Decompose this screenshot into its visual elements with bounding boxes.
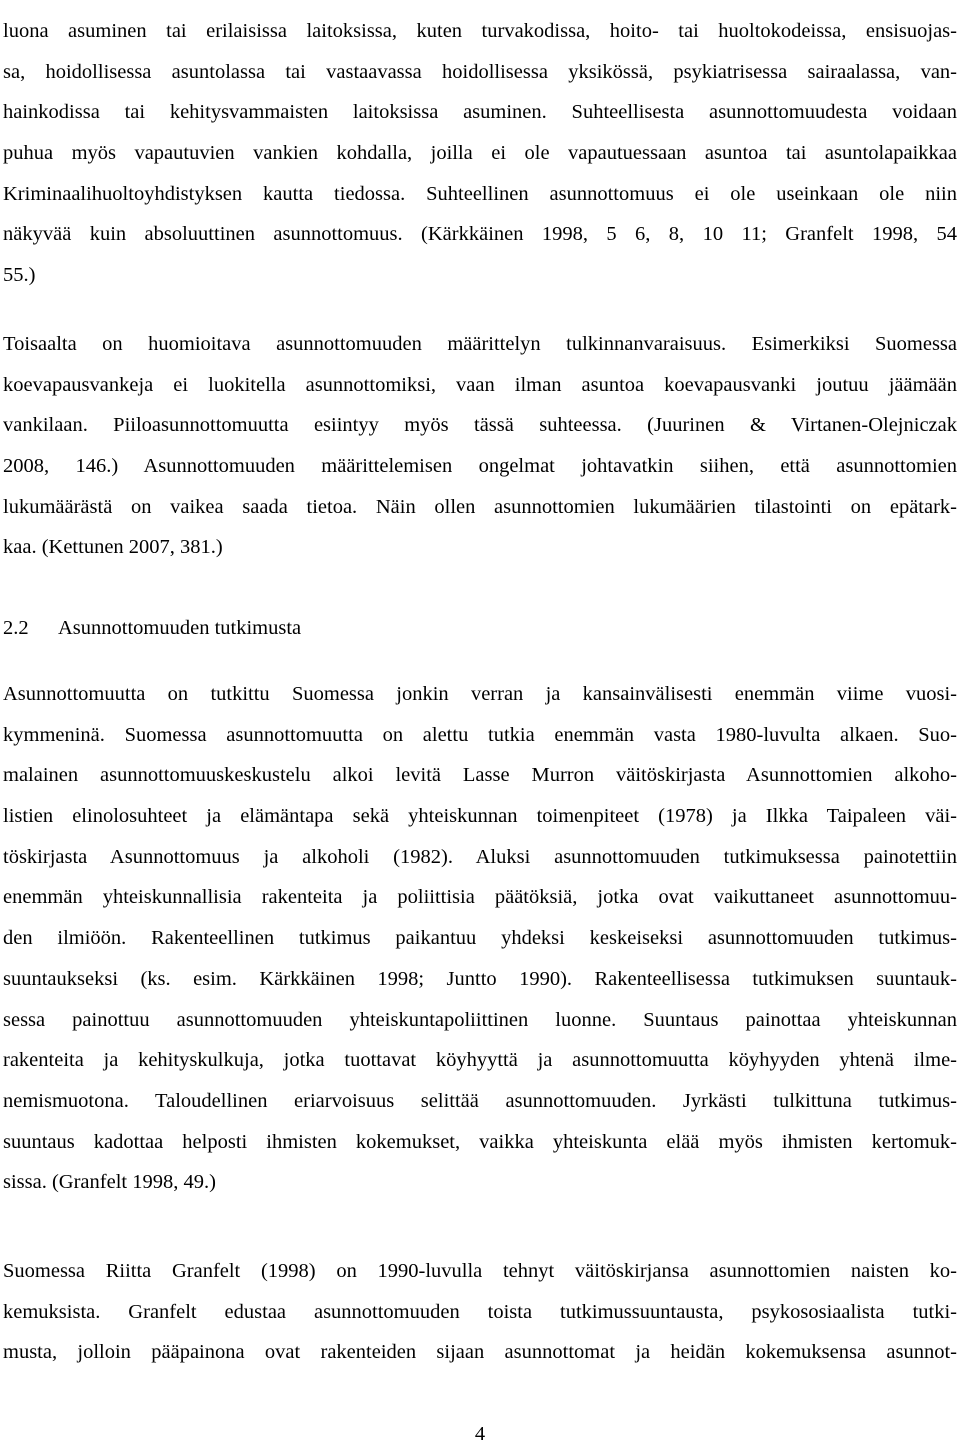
text-line: Kriminaalihuoltoyhdistyksen kautta tiedossa. Suhteellinen asunnottomuus ei ole useinkaan ole niin: [3, 182, 957, 205]
text-line: Asunnottomuutta on tutkittu Suomessa jonkin verran ja kansainvälisesti enemmän viime vuosi-: [3, 683, 957, 705]
text-line: koevapausvankeja ei luokitella asunnottomiksi, vaan ilman asuntoa koevapausvanki joutuu jäämään: [3, 373, 957, 396]
text-line: suuntaus kadottaa helposti ihmisten kokemukset, vaikka yhteiskunta elää myös ihmisten kertomuk-: [3, 1130, 957, 1153]
document-page: [3, 0, 957, 1451]
text-line: lukumäärästä on vaikea saada tietoa. Näin ollen asunnottomien lukumäärien tilastointi on epätark-: [3, 495, 957, 518]
paragraph-3: [3, 674, 957, 1203]
text-line: listien elinolosuhteet ja elämäntapa sekä yhteiskunnan toimenpiteet (1978) ja Ilkka Taipaleen väi-: [3, 805, 957, 828]
text-line: kemuksista. Granfelt edustaa asunnottomuuden toista tutkimussuuntausta, psykososiaalista tutki-: [3, 1300, 957, 1323]
section-heading: [3, 608, 301, 648]
text-line: Toisaalta on huomioitava asunnottomuuden määrittelyn tulkinnanvaraisuus. Esimerkiksi Suomessa: [3, 333, 957, 355]
text-line: enemmän yhteiskunnallisia rakenteita ja poliittisia päätöksiä, jotka ovat vaikuttaneet asunnottomuu-: [3, 886, 957, 909]
text-line: Suomessa Riitta Granfelt (1998) on 1990-luvulla tehnyt väitöskirjansa asunnottomien naisten ko-: [3, 1260, 957, 1282]
text-line: töskirjasta Asunnottomuus ja alkoholi (1982). Aluksi asunnottomuuden tutkimuksessa painotettiin: [3, 845, 957, 868]
text-line: sissa. (Granfelt 1998, 49.): [3, 1171, 216, 1194]
section-number: 2.2: [3, 617, 29, 639]
text-line: den ilmiöön. Rakenteellinen tutkimus paikantuu yhdeksi keskeiseksi asunnottomuuden tutkimus-: [3, 927, 957, 950]
section-title: Asunnottomuuden tutkimusta: [58, 617, 302, 639]
text-line: hainkodissa tai kehitysvammaisten laitoksissa asuminen. Suhteellisesta asunnottomuudesta voidaan: [3, 101, 957, 124]
text-line: malainen asunnottomuuskeskustelu alkoi levitä Lasse Murron väitöskirjasta Asunnottomien alkoho-: [3, 764, 957, 787]
text-line: 55.): [3, 264, 36, 287]
text-line: sessa painottuu asunnottomuuden yhteiskuntapoliittinen luonne. Suuntaus painottaa yhteiskunnan: [3, 1008, 957, 1031]
text-line: kymmeninä. Suomessa asunnottomuutta on alettu tutkia enemmän vasta 1980-luvulta alkaen. Suo-: [3, 723, 957, 746]
paragraph-4: [3, 1251, 957, 1373]
text-line: näkyvää kuin absoluuttinen asunnottomuus. (Kärkkäinen 1998, 5 6, 8, 10 11; Granfelt 1998, 54: [3, 223, 957, 246]
paragraph-1: [3, 11, 957, 296]
paragraph-2: [3, 324, 957, 568]
text-line: 2008, 146.) Asunnottomuuden määrittelemisen ongelmat johtavatkin siihen, että asunnottomien: [3, 455, 957, 478]
text-line: musta, jolloin pääpainona ovat rakenteiden sijaan asunnottomat ja heidän kokemuksensa asunnot-: [3, 1341, 957, 1364]
text-line: puhua myös vapautuvien vankien kohdalla, joilla ei ole vapautuessaan asuntoa tai asuntolapaikkaa: [3, 142, 957, 165]
text-line: rakenteita ja kehityskulkuja, jotka tuottavat köyhyyttä ja asunnottomuutta köyhyyden yhtenä ilme-: [3, 1049, 957, 1072]
text-line: kaa. (Kettunen 2007, 381.): [3, 536, 223, 559]
page-number: 4: [474, 1423, 486, 1445]
text-line: sa, hoidollisessa asuntolassa tai vastaavassa hoidollisessa yksikössä, psykiatrisessa sairaalassa, van-: [3, 60, 957, 83]
text-line: nemismuotona. Taloudellinen eriarvoisuus selittää asunnottomuuden. Jyrkästi tulkittuna tutkimus-: [3, 1089, 957, 1112]
text-line: luona asuminen tai erilaisissa laitoksissa, kuten turvakodissa, hoito- tai huoltokodeissa, ensisuojas-: [3, 20, 957, 42]
text-line: vankilaan. Piiloasunnottomuutta esiintyy myös tässä suhteessa. (Juurinen & Virtanen-Olejniczak: [3, 414, 957, 437]
text-line: suuntaukseksi (ks. esim. Kärkkäinen 1998; Juntto 1990). Rakenteellisessa tutkimuksen suuntauk-: [3, 967, 957, 990]
